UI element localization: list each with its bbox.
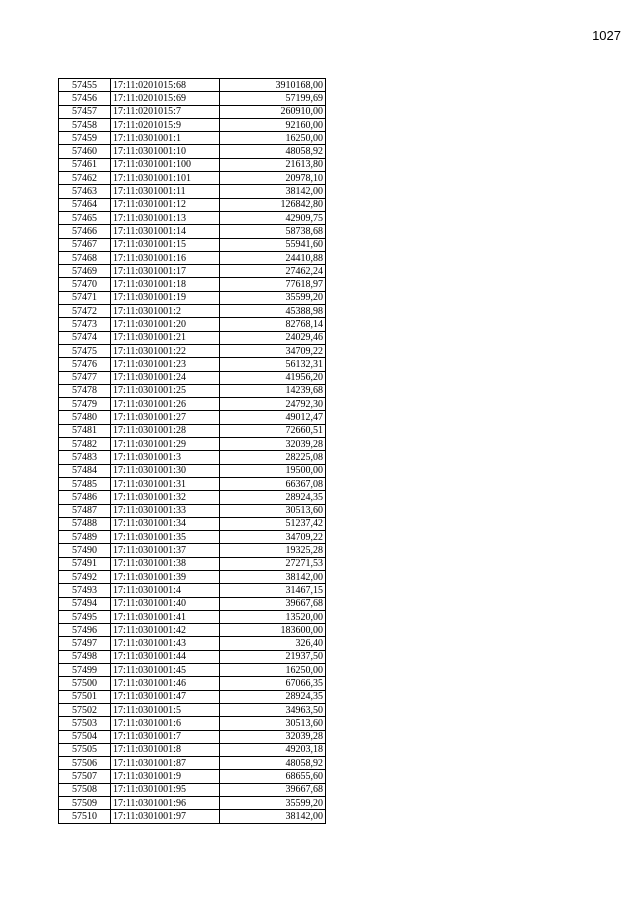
row-number-cell: 57508 (59, 783, 111, 796)
row-number-cell: 57480 (59, 411, 111, 424)
cadastral-number-cell: 17:11:0301001:9 (111, 770, 220, 783)
cadastral-value-cell: 38142,00 (220, 185, 326, 198)
cadastral-number-cell: 17:11:0301001:97 (111, 810, 220, 823)
cadastral-number-cell: 17:11:0301001:20 (111, 318, 220, 331)
table-row (59, 664, 326, 677)
table-row (59, 810, 326, 823)
table-row (59, 743, 326, 756)
cadastral-number-cell: 17:11:0301001:10 (111, 145, 220, 158)
row-number-cell: 57476 (59, 358, 111, 371)
cadastral-value-cell: 32039,28 (220, 730, 326, 743)
row-number-cell: 57470 (59, 278, 111, 291)
cadastral-number-cell: 17:11:0301001:3 (111, 451, 220, 464)
cadastral-number-cell: 17:11:0301001:38 (111, 557, 220, 570)
cadastral-number-cell: 17:11:0201015:9 (111, 118, 220, 131)
cadastral-number-cell: 17:11:0301001:24 (111, 371, 220, 384)
cadastral-value-cell: 24792,30 (220, 398, 326, 411)
cadastral-number-cell: 17:11:0301001:4 (111, 584, 220, 597)
cadastral-value-cell: 20978,10 (220, 172, 326, 185)
table-row (59, 797, 326, 810)
cadastral-number-cell: 17:11:0201015:68 (111, 79, 220, 92)
row-number-cell: 57498 (59, 650, 111, 663)
table-row (59, 783, 326, 796)
cadastral-number-cell: 17:11:0301001:27 (111, 411, 220, 424)
table-row (59, 198, 326, 211)
cadastral-number-cell: 17:11:0301001:23 (111, 358, 220, 371)
row-number-cell: 57469 (59, 265, 111, 278)
table-row (59, 451, 326, 464)
cadastral-number-cell: 17:11:0301001:14 (111, 225, 220, 238)
cadastral-value-cell: 41956,20 (220, 371, 326, 384)
row-number-cell: 57488 (59, 517, 111, 530)
row-number-cell: 57475 (59, 344, 111, 357)
cadastral-number-cell: 17:11:0301001:1 (111, 132, 220, 145)
row-number-cell: 57497 (59, 637, 111, 650)
cadastral-number-cell: 17:11:0301001:44 (111, 650, 220, 663)
cadastral-number-cell: 17:11:0301001:11 (111, 185, 220, 198)
cadastral-value-cell: 57199,69 (220, 92, 326, 105)
cadastral-value-cell: 24410,88 (220, 251, 326, 264)
table-row (59, 291, 326, 304)
row-number-cell: 57493 (59, 584, 111, 597)
cadastral-value-cell: 28924,35 (220, 491, 326, 504)
row-number-cell: 57461 (59, 158, 111, 171)
table-row (59, 730, 326, 743)
row-number-cell: 57505 (59, 743, 111, 756)
cadastral-value-cell: 34963,50 (220, 703, 326, 716)
cadastral-value-cell: 82768,14 (220, 318, 326, 331)
cadastral-value-cell: 34709,22 (220, 344, 326, 357)
cadastral-value-cell: 38142,00 (220, 810, 326, 823)
cadastral-number-cell: 17:11:0301001:40 (111, 597, 220, 610)
cadastral-value-cell: 49012,47 (220, 411, 326, 424)
table-row (59, 650, 326, 663)
cadastral-number-cell: 17:11:0201015:7 (111, 105, 220, 118)
cadastral-value-cell: 21613,80 (220, 158, 326, 171)
cadastral-value-cell: 30513,60 (220, 504, 326, 517)
table-row (59, 185, 326, 198)
table-row (59, 531, 326, 544)
cadastral-number-cell: 17:11:0301001:2 (111, 305, 220, 318)
cadastral-value-cell: 55941,60 (220, 238, 326, 251)
row-number-cell: 57492 (59, 570, 111, 583)
cadastral-number-cell: 17:11:0301001:26 (111, 398, 220, 411)
row-number-cell: 57467 (59, 238, 111, 251)
table-row (59, 477, 326, 490)
cadastral-number-cell: 17:11:0201015:69 (111, 92, 220, 105)
row-number-cell: 57464 (59, 198, 111, 211)
table-row (59, 251, 326, 264)
row-number-cell: 57486 (59, 491, 111, 504)
cadastral-value-cell: 51237,42 (220, 517, 326, 530)
cadastral-number-cell: 17:11:0301001:46 (111, 677, 220, 690)
cadastral-number-cell: 17:11:0301001:100 (111, 158, 220, 171)
table-row (59, 132, 326, 145)
cadastral-number-cell: 17:11:0301001:7 (111, 730, 220, 743)
row-number-cell: 57503 (59, 717, 111, 730)
cadastral-number-cell: 17:11:0301001:28 (111, 424, 220, 437)
row-number-cell: 57479 (59, 398, 111, 411)
row-number-cell: 57490 (59, 544, 111, 557)
cadastral-number-cell: 17:11:0301001:18 (111, 278, 220, 291)
row-number-cell: 57455 (59, 79, 111, 92)
cadastral-value-cell: 27462,24 (220, 265, 326, 278)
cadastral-value-cell: 39667,68 (220, 597, 326, 610)
cadastral-number-cell: 17:11:0301001:6 (111, 717, 220, 730)
table-row (59, 504, 326, 517)
table-row (59, 344, 326, 357)
cadastral-value-cell: 3910168,00 (220, 79, 326, 92)
cadastral-value-cell: 66367,08 (220, 477, 326, 490)
row-number-cell: 57465 (59, 211, 111, 224)
row-number-cell: 57457 (59, 105, 111, 118)
table-row (59, 172, 326, 185)
cadastral-value-cell: 38142,00 (220, 570, 326, 583)
cadastral-value-cell: 28924,35 (220, 690, 326, 703)
cadastral-value-cell: 27271,53 (220, 557, 326, 570)
cadastral-number-cell: 17:11:0301001:21 (111, 331, 220, 344)
cadastral-number-cell: 17:11:0301001:42 (111, 624, 220, 637)
table-row (59, 464, 326, 477)
row-number-cell: 57500 (59, 677, 111, 690)
row-number-cell: 57499 (59, 664, 111, 677)
cadastral-value-cell: 126842,80 (220, 198, 326, 211)
table-row (59, 358, 326, 371)
row-number-cell: 57510 (59, 810, 111, 823)
cadastral-value-cell: 31467,15 (220, 584, 326, 597)
table-row (59, 238, 326, 251)
row-number-cell: 57489 (59, 531, 111, 544)
cadastral-value-cell: 49203,18 (220, 743, 326, 756)
table-row (59, 92, 326, 105)
row-number-cell: 57458 (59, 118, 111, 131)
cadastral-value-cell: 16250,00 (220, 132, 326, 145)
table-row (59, 637, 326, 650)
cadastral-number-cell: 17:11:0301001:16 (111, 251, 220, 264)
table-row (59, 491, 326, 504)
table-row (59, 584, 326, 597)
row-number-cell: 57456 (59, 92, 111, 105)
table-body (59, 79, 326, 824)
row-number-cell: 57459 (59, 132, 111, 145)
cadastral-value-cell: 13520,00 (220, 610, 326, 623)
cadastral-number-cell: 17:11:0301001:43 (111, 637, 220, 650)
table-row (59, 770, 326, 783)
row-number-cell: 57471 (59, 291, 111, 304)
row-number-cell: 57494 (59, 597, 111, 610)
cadastral-value-cell: 34709,22 (220, 531, 326, 544)
cadastral-number-cell: 17:11:0301001:31 (111, 477, 220, 490)
cadastral-value-cell: 39667,68 (220, 783, 326, 796)
cadastral-value-cell: 35599,20 (220, 291, 326, 304)
row-number-cell: 57509 (59, 797, 111, 810)
row-number-cell: 57466 (59, 225, 111, 238)
cadastral-value-cell: 19500,00 (220, 464, 326, 477)
cadastral-number-cell: 17:11:0301001:25 (111, 384, 220, 397)
table-row (59, 278, 326, 291)
cadastral-value-table (58, 78, 326, 824)
table-row (59, 597, 326, 610)
table-row (59, 371, 326, 384)
table-row (59, 717, 326, 730)
row-number-cell: 57473 (59, 318, 111, 331)
cadastral-value-cell: 183600,00 (220, 624, 326, 637)
row-number-cell: 57472 (59, 305, 111, 318)
table-row (59, 118, 326, 131)
cadastral-value-cell: 48058,92 (220, 757, 326, 770)
table-row (59, 677, 326, 690)
cadastral-number-cell: 17:11:0301001:17 (111, 265, 220, 278)
table-row (59, 703, 326, 716)
table-row (59, 411, 326, 424)
row-number-cell: 57484 (59, 464, 111, 477)
table-row (59, 145, 326, 158)
row-number-cell: 57504 (59, 730, 111, 743)
cadastral-number-cell: 17:11:0301001:34 (111, 517, 220, 530)
row-number-cell: 57477 (59, 371, 111, 384)
row-number-cell: 57496 (59, 624, 111, 637)
cadastral-number-cell: 17:11:0301001:30 (111, 464, 220, 477)
cadastral-value-cell: 77618,97 (220, 278, 326, 291)
cadastral-number-cell: 17:11:0301001:47 (111, 690, 220, 703)
cadastral-value-cell: 32039,28 (220, 438, 326, 451)
cadastral-number-cell: 17:11:0301001:32 (111, 491, 220, 504)
cadastral-number-cell: 17:11:0301001:37 (111, 544, 220, 557)
cadastral-value-cell: 72660,51 (220, 424, 326, 437)
cadastral-value-cell: 35599,20 (220, 797, 326, 810)
cadastral-number-cell: 17:11:0301001:33 (111, 504, 220, 517)
row-number-cell: 57502 (59, 703, 111, 716)
table-row (59, 105, 326, 118)
row-number-cell: 57491 (59, 557, 111, 570)
table-row (59, 79, 326, 92)
cadastral-value-cell: 42909,75 (220, 211, 326, 224)
cadastral-number-cell: 17:11:0301001:13 (111, 211, 220, 224)
cadastral-value-cell: 92160,00 (220, 118, 326, 131)
cadastral-value-cell: 68655,60 (220, 770, 326, 783)
row-number-cell: 57481 (59, 424, 111, 437)
cadastral-number-cell: 17:11:0301001:95 (111, 783, 220, 796)
cadastral-number-cell: 17:11:0301001:101 (111, 172, 220, 185)
row-number-cell: 57506 (59, 757, 111, 770)
row-number-cell: 57495 (59, 610, 111, 623)
table-row (59, 424, 326, 437)
cadastral-value-cell: 16250,00 (220, 664, 326, 677)
page-number: 1027 (592, 28, 621, 43)
cadastral-number-cell: 17:11:0301001:12 (111, 198, 220, 211)
table-row (59, 544, 326, 557)
cadastral-value-cell: 28225,08 (220, 451, 326, 464)
row-number-cell: 57462 (59, 172, 111, 185)
cadastral-number-cell: 17:11:0301001:22 (111, 344, 220, 357)
table-row (59, 158, 326, 171)
row-number-cell: 57463 (59, 185, 111, 198)
row-number-cell: 57478 (59, 384, 111, 397)
table-row (59, 305, 326, 318)
table-row (59, 265, 326, 278)
table-row (59, 398, 326, 411)
cadastral-value-cell: 326,40 (220, 637, 326, 650)
cadastral-number-cell: 17:11:0301001:96 (111, 797, 220, 810)
row-number-cell: 57468 (59, 251, 111, 264)
cadastral-value-cell: 21937,50 (220, 650, 326, 663)
table-row (59, 557, 326, 570)
table-row (59, 690, 326, 703)
cadastral-number-cell: 17:11:0301001:41 (111, 610, 220, 623)
cadastral-number-cell: 17:11:0301001:15 (111, 238, 220, 251)
cadastral-value-cell: 24029,46 (220, 331, 326, 344)
table-row (59, 438, 326, 451)
row-number-cell: 57485 (59, 477, 111, 490)
table-row (59, 610, 326, 623)
cadastral-value-cell: 58738,68 (220, 225, 326, 238)
row-number-cell: 57483 (59, 451, 111, 464)
cadastral-number-cell: 17:11:0301001:39 (111, 570, 220, 583)
cadastral-value-cell: 48058,92 (220, 145, 326, 158)
row-number-cell: 57460 (59, 145, 111, 158)
row-number-cell: 57507 (59, 770, 111, 783)
cadastral-number-cell: 17:11:0301001:35 (111, 531, 220, 544)
table-row (59, 570, 326, 583)
cadastral-number-cell: 17:11:0301001:29 (111, 438, 220, 451)
table-row (59, 318, 326, 331)
cadastral-number-cell: 17:11:0301001:87 (111, 757, 220, 770)
table-row (59, 211, 326, 224)
cadastral-value-cell: 19325,28 (220, 544, 326, 557)
table-row (59, 757, 326, 770)
row-number-cell: 57482 (59, 438, 111, 451)
table-row (59, 517, 326, 530)
cadastral-value-cell: 67066,35 (220, 677, 326, 690)
row-number-cell: 57474 (59, 331, 111, 344)
cadastral-value-cell: 45388,98 (220, 305, 326, 318)
row-number-cell: 57501 (59, 690, 111, 703)
cadastral-value-cell: 260910,00 (220, 105, 326, 118)
row-number-cell: 57487 (59, 504, 111, 517)
cadastral-value-cell: 30513,60 (220, 717, 326, 730)
table-row (59, 225, 326, 238)
table-row (59, 384, 326, 397)
cadastral-number-cell: 17:11:0301001:5 (111, 703, 220, 716)
table-row (59, 331, 326, 344)
table-row (59, 624, 326, 637)
cadastral-number-cell: 17:11:0301001:19 (111, 291, 220, 304)
cadastral-value-cell: 14239,68 (220, 384, 326, 397)
cadastral-value-cell: 56132,31 (220, 358, 326, 371)
cadastral-number-cell: 17:11:0301001:8 (111, 743, 220, 756)
cadastral-number-cell: 17:11:0301001:45 (111, 664, 220, 677)
